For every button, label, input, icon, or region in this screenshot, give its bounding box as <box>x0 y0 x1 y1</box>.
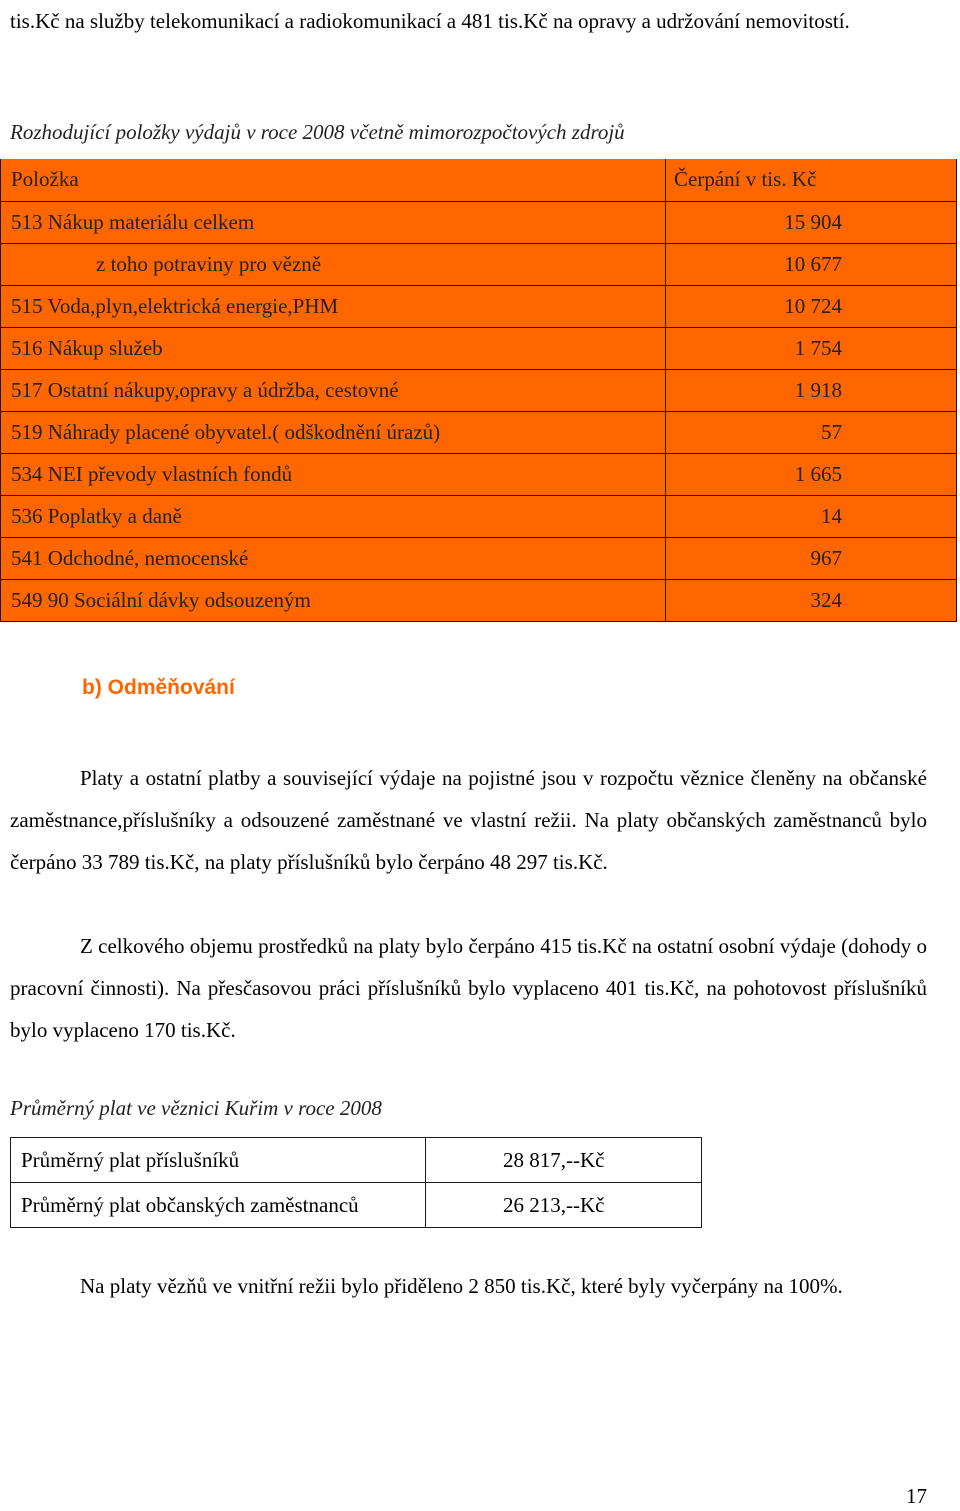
row-item: 515 Voda,plyn,elektrická energie,PHM <box>1 285 666 327</box>
row-value: 1 665 <box>666 453 957 495</box>
row-value: 10 724 <box>666 285 957 327</box>
row-value: 15 904 <box>666 201 957 243</box>
row-item: 534 NEI převody vlastních fondů <box>1 453 666 495</box>
header-item: Položka <box>1 159 666 201</box>
table-row <box>1 411 957 453</box>
row-value: 1 754 <box>666 327 957 369</box>
table-row <box>1 495 957 537</box>
avg-salary-caption: Průměrný plat ve věznici Kuřim v roce 2008 <box>10 1096 382 1120</box>
page-number: 17 <box>906 1484 927 1508</box>
expense-table <box>0 159 957 622</box>
row-item: 513 Nákup materiálu celkem <box>1 201 666 243</box>
section-heading: b) Odměňování <box>82 676 235 699</box>
intro-paragraph: tis.Kč na služby telekomunikací a radiokomunikací a 481 tis.Kč na opravy a udržování nemovitostí. <box>10 9 850 33</box>
avg-label: Průměrný plat občanských zaměstnanců <box>11 1183 426 1228</box>
table-row <box>1 453 957 495</box>
salaries-paragraph: Platy a ostatní platby a související výdaje na pojistné jsou v rozpočtu věznice členěny na občanské zaměstnance,příslušníky a odsouzené zaměstnané ve vlastní režii. Na platy občanských zaměstnanců bylo čerpáno 33 789 tis.Kč, na platy příslušníků bylo čerpáno 48 297 tis.Kč. <box>10 766 927 874</box>
row-item: z toho potraviny pro vězně <box>1 243 666 285</box>
avg-value: 26 213,--Kč <box>426 1183 702 1228</box>
row-value: 1 918 <box>666 369 957 411</box>
table-row <box>1 285 957 327</box>
avg-value: 28 817,--Kč <box>426 1138 702 1183</box>
other-expenses-paragraph: Z celkového objemu prostředků na platy bylo čerpáno 415 tis.Kč na ostatní osobní výdaje (dohody o pracovní činnosti). Na přesčasovou práci příslušníků bylo vyplaceno 401 tis.Kč, na pohotovost příslušníků bylo vyplaceno 170 tis.Kč. <box>10 934 927 1042</box>
inmates-paragraph: Na platy vězňů ve vnitřní režii bylo přiděleno 2 850 tis.Kč, které byly vyčerpány na 100%. <box>80 1274 843 1298</box>
table-row <box>1 537 957 579</box>
table-row <box>1 243 957 285</box>
row-item: 517 Ostatní nákupy,opravy a údržba, cestovné <box>1 369 666 411</box>
row-value: 57 <box>666 411 957 453</box>
table-row <box>1 327 957 369</box>
expense-table-header <box>1 159 957 201</box>
row-item: 536 Poplatky a daně <box>1 495 666 537</box>
row-value: 14 <box>666 495 957 537</box>
table-row <box>1 201 957 243</box>
table-row <box>1 579 957 621</box>
row-item: 519 Náhrady placené obyvatel.( odškodnění úrazů) <box>1 411 666 453</box>
row-value: 324 <box>666 579 957 621</box>
row-value: 10 677 <box>666 243 957 285</box>
row-item: 516 Nákup služeb <box>1 327 666 369</box>
header-spent: Čerpání v tis. Kč <box>666 159 957 201</box>
row-item: 549 90 Sociální dávky odsouzeným <box>1 579 666 621</box>
row-item: 541 Odchodné, nemocenské <box>1 537 666 579</box>
table-row <box>1 369 957 411</box>
table-row <box>11 1138 702 1183</box>
row-value: 967 <box>666 537 957 579</box>
avg-label: Průměrný plat příslušníků <box>11 1138 426 1183</box>
avg-salary-table <box>10 1137 702 1228</box>
expense-table-caption: Rozhodující položky výdajů v roce 2008 včetně mimorozpočtových zdrojů <box>10 120 625 144</box>
table-row <box>11 1183 702 1228</box>
